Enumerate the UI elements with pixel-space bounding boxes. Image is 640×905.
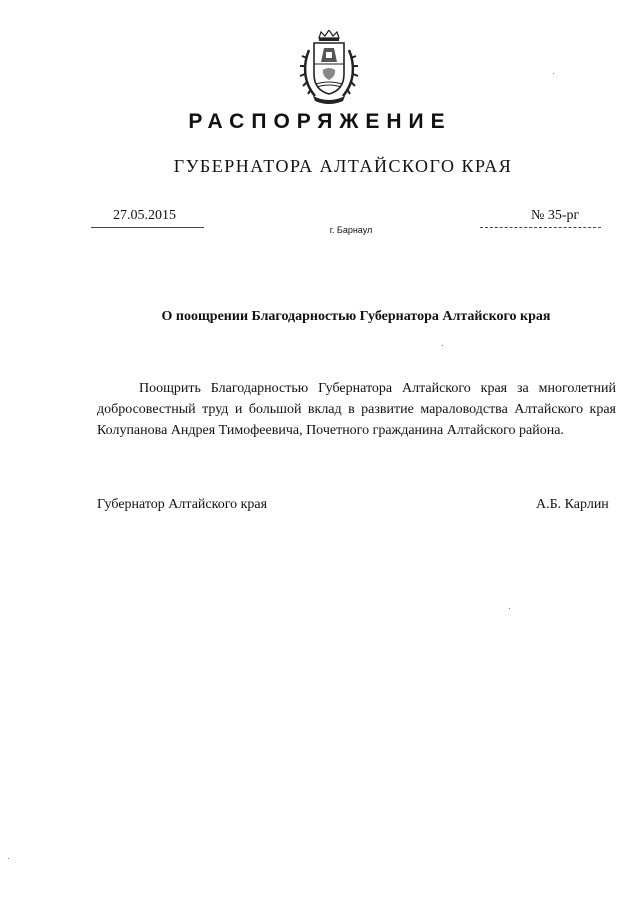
coat-of-arms-emblem — [299, 30, 359, 106]
document-date: 27.05.2015 — [113, 208, 176, 223]
scan-speck — [509, 608, 510, 609]
scan-speck — [442, 345, 443, 346]
document-number: № 35-рг — [531, 208, 580, 223]
document-body: Поощрить Благодарностью Губернатора Алтайского края за многолетний добросовестный труд и большой вклад в развитие мараловодства Алтайского края Колупанова Андрея Тимофеевича, Почетного гражданина Алтайского района. — [97, 381, 616, 438]
signer-name: А.Б. Карлин — [536, 497, 609, 512]
document-title: О поощрении Благодарностью Губернатора Алтайского края — [161, 309, 551, 324]
issue-city: г. Барнаул — [329, 225, 373, 235]
signer-position: Губернатор Алтайского края — [97, 497, 268, 512]
issuer-heading: ГУБЕРНАТОРА АЛТАЙСКОГО КРАЯ — [173, 156, 513, 176]
scan-speck — [8, 858, 9, 859]
document-type-heading: РАСПОРЯЖЕНИЕ — [188, 110, 452, 133]
scan-speck — [553, 73, 554, 74]
